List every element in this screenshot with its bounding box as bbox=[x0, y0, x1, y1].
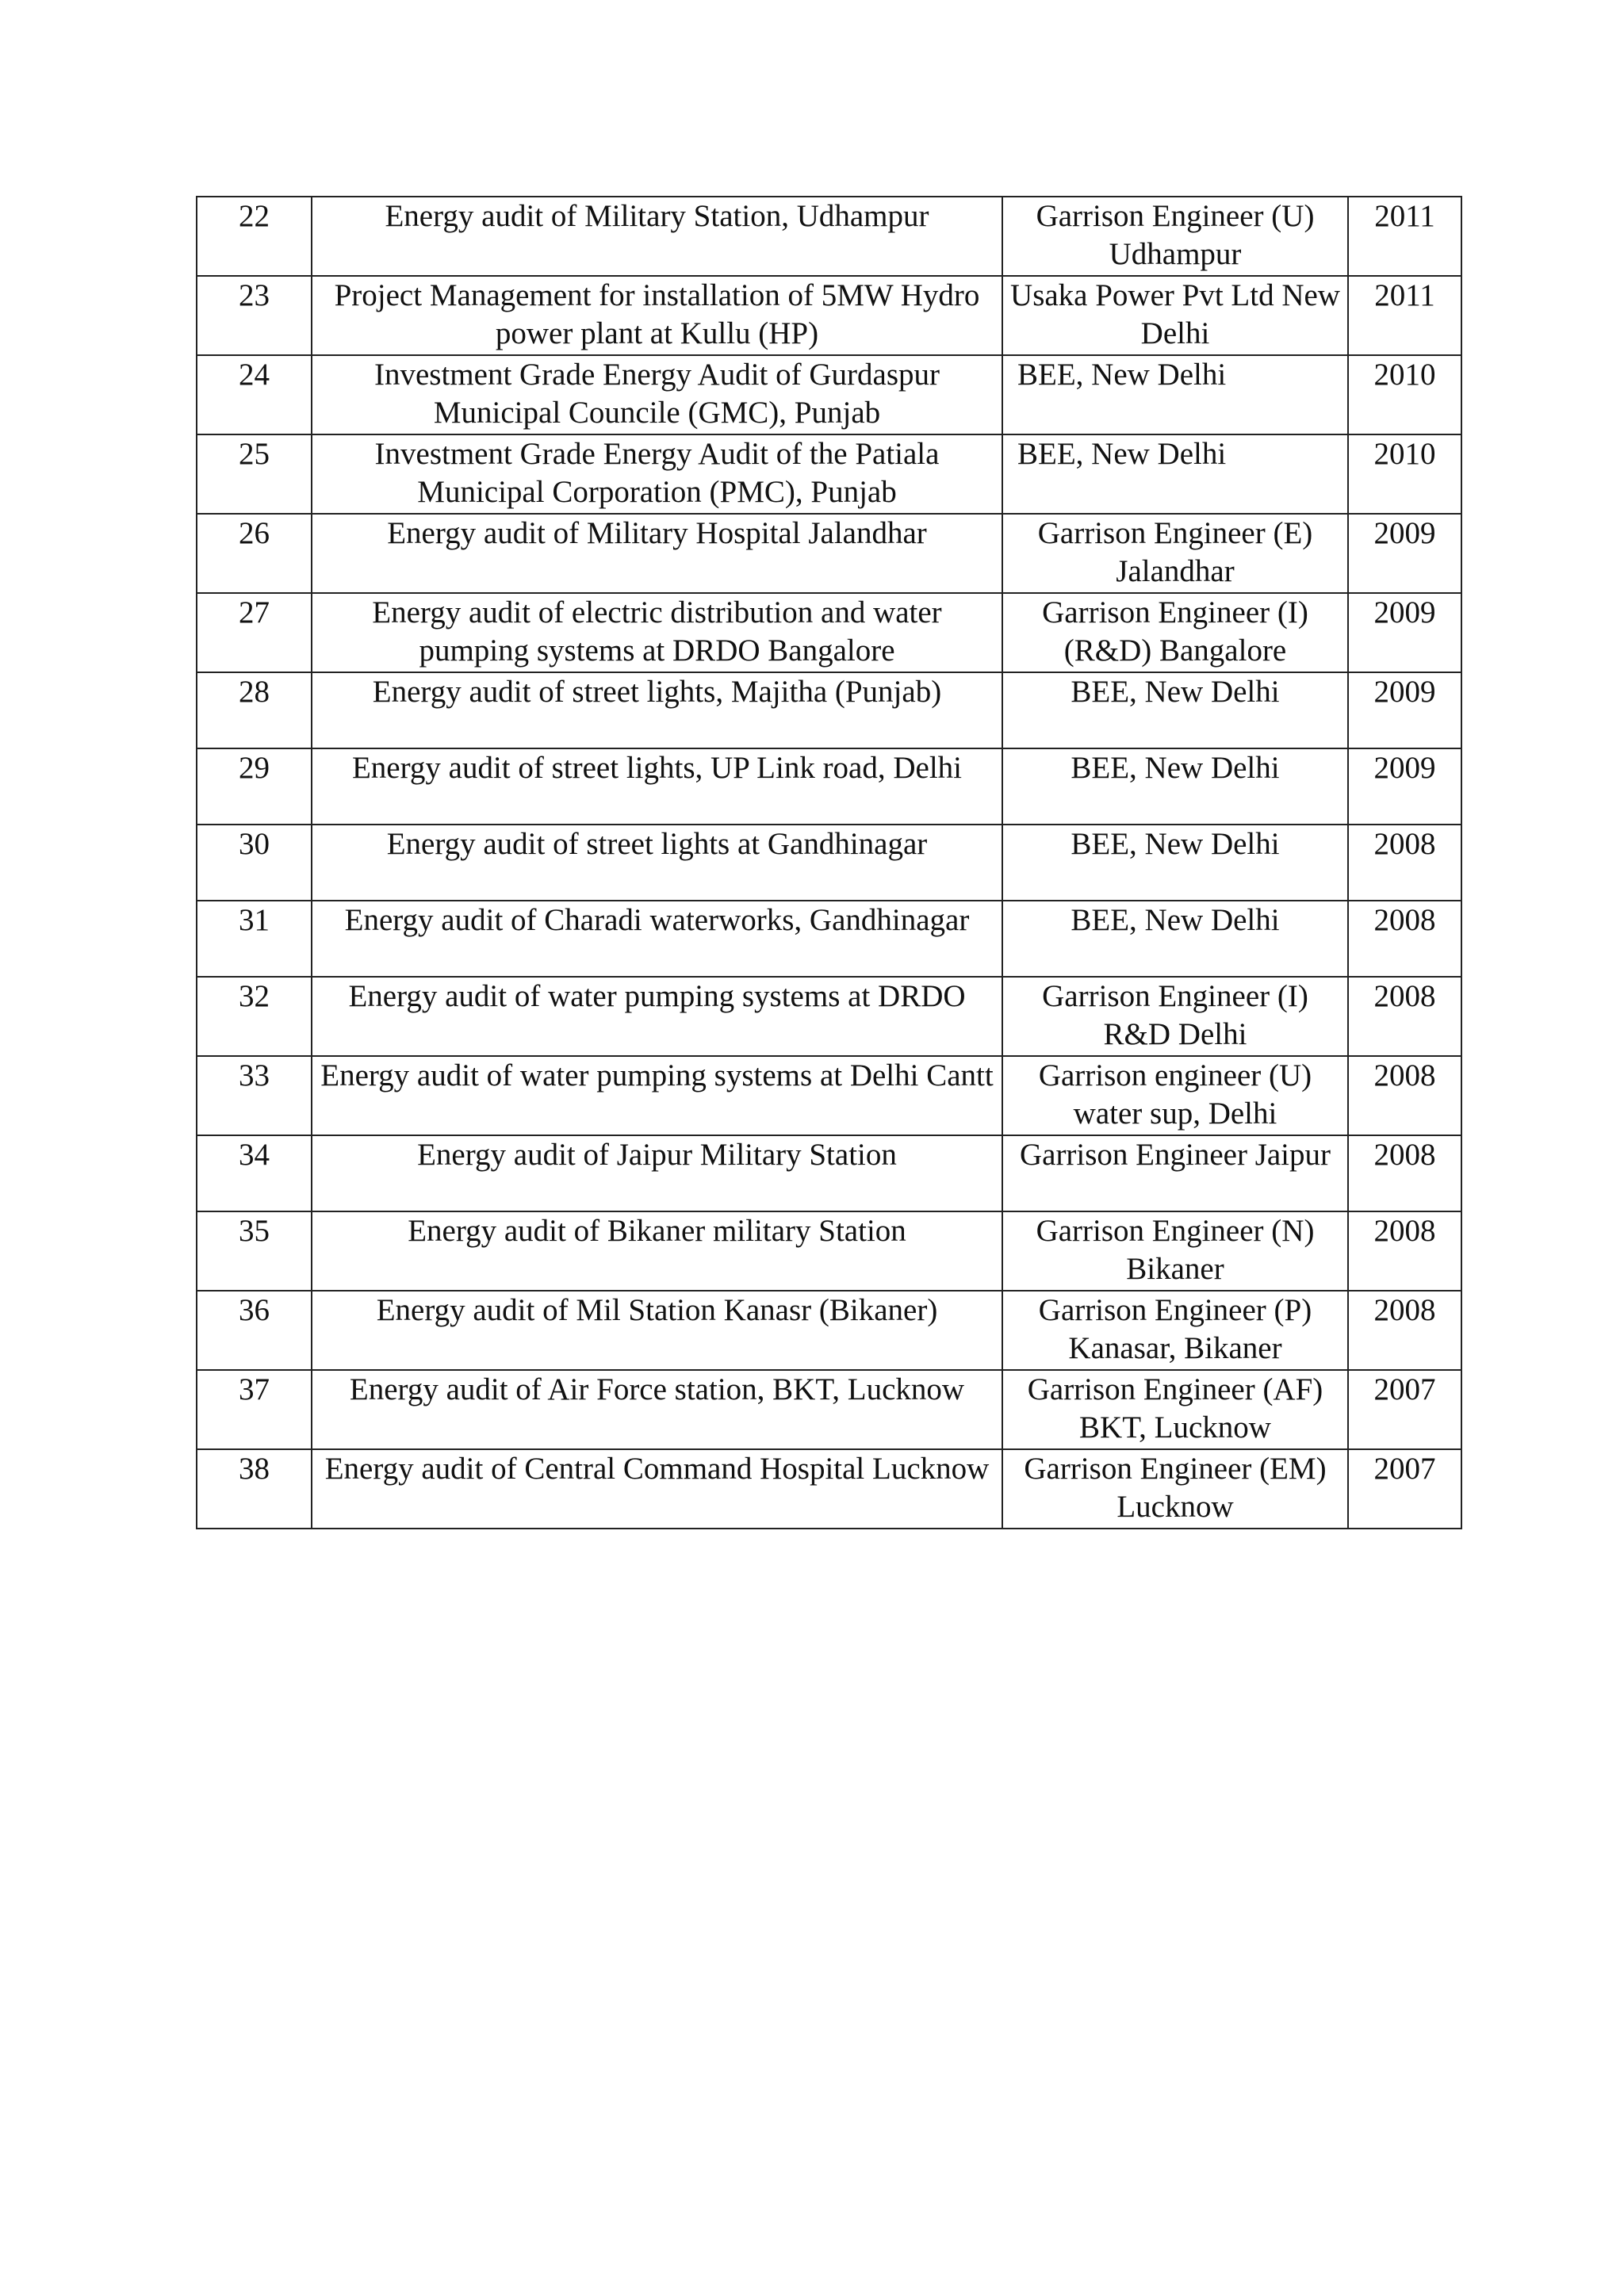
table-row bbox=[197, 593, 1461, 672]
serial-number-cell: 34 bbox=[197, 1135, 312, 1211]
client-cell: Garrison Engineer (E) Jalandhar bbox=[1002, 514, 1348, 593]
client-cell: Garrison Engineer (I) R&D Delhi bbox=[1002, 977, 1348, 1056]
year-cell: 2011 bbox=[1348, 276, 1461, 355]
year-cell: 2008 bbox=[1348, 1211, 1461, 1291]
client-cell: BEE, New Delhi bbox=[1002, 355, 1348, 434]
client-cell: BEE, New Delhi bbox=[1002, 434, 1348, 514]
serial-number-cell: 25 bbox=[197, 434, 312, 514]
client-cell: BEE, New Delhi bbox=[1002, 672, 1348, 748]
year-cell: 2008 bbox=[1348, 1056, 1461, 1135]
table-row bbox=[197, 434, 1461, 514]
client-cell: Garrison engineer (U) water sup, Delhi bbox=[1002, 1056, 1348, 1135]
client-cell: Garrison Engineer (AF) BKT, Lucknow bbox=[1002, 1370, 1348, 1449]
project-description-cell: Energy audit of street lights, Majitha (Punjab) bbox=[312, 672, 1002, 748]
client-cell: Garrison Engineer (U) Udhampur bbox=[1002, 197, 1348, 276]
year-cell: 2008 bbox=[1348, 1135, 1461, 1211]
table-row bbox=[197, 977, 1461, 1056]
table-row bbox=[197, 1135, 1461, 1211]
client-cell: BEE, New Delhi bbox=[1002, 825, 1348, 901]
client-cell: Garrison Engineer (EM) Lucknow bbox=[1002, 1449, 1348, 1529]
projects-table-body bbox=[197, 197, 1461, 1529]
project-description-cell: Energy audit of street lights at Gandhinagar bbox=[312, 825, 1002, 901]
serial-number-cell: 37 bbox=[197, 1370, 312, 1449]
project-description-cell: Investment Grade Energy Audit of the Patiala Municipal Corporation (PMC), Punjab bbox=[312, 434, 1002, 514]
year-cell: 2009 bbox=[1348, 672, 1461, 748]
table-row bbox=[197, 1370, 1461, 1449]
project-description-cell: Investment Grade Energy Audit of Gurdaspur Municipal Councile (GMC), Punjab bbox=[312, 355, 1002, 434]
year-cell: 2009 bbox=[1348, 748, 1461, 825]
project-description-cell: Energy audit of street lights, UP Link road, Delhi bbox=[312, 748, 1002, 825]
serial-number-cell: 30 bbox=[197, 825, 312, 901]
project-description-cell: Energy audit of Military Hospital Jalandhar bbox=[312, 514, 1002, 593]
client-cell: BEE, New Delhi bbox=[1002, 748, 1348, 825]
serial-number-cell: 31 bbox=[197, 901, 312, 977]
table-row bbox=[197, 514, 1461, 593]
project-description-cell: Energy audit of Mil Station Kanasr (Bikaner) bbox=[312, 1291, 1002, 1370]
serial-number-cell: 24 bbox=[197, 355, 312, 434]
table-row bbox=[197, 901, 1461, 977]
project-description-cell: Energy audit of Air Force station, BKT, Lucknow bbox=[312, 1370, 1002, 1449]
serial-number-cell: 26 bbox=[197, 514, 312, 593]
table-row bbox=[197, 672, 1461, 748]
year-cell: 2008 bbox=[1348, 901, 1461, 977]
serial-number-cell: 38 bbox=[197, 1449, 312, 1529]
client-cell: Garrison Engineer (P) Kanasar, Bikaner bbox=[1002, 1291, 1348, 1370]
client-cell: BEE, New Delhi bbox=[1002, 901, 1348, 977]
year-cell: 2007 bbox=[1348, 1449, 1461, 1529]
serial-number-cell: 35 bbox=[197, 1211, 312, 1291]
year-cell: 2011 bbox=[1348, 197, 1461, 276]
serial-number-cell: 22 bbox=[197, 197, 312, 276]
client-cell: Usaka Power Pvt Ltd New Delhi bbox=[1002, 276, 1348, 355]
table-row bbox=[197, 1056, 1461, 1135]
serial-number-cell: 28 bbox=[197, 672, 312, 748]
project-description-cell: Energy audit of Charadi waterworks, Gandhinagar bbox=[312, 901, 1002, 977]
year-cell: 2007 bbox=[1348, 1370, 1461, 1449]
table-row bbox=[197, 355, 1461, 434]
serial-number-cell: 29 bbox=[197, 748, 312, 825]
client-cell: Garrison Engineer (N) Bikaner bbox=[1002, 1211, 1348, 1291]
serial-number-cell: 33 bbox=[197, 1056, 312, 1135]
table-row bbox=[197, 825, 1461, 901]
table-row bbox=[197, 1449, 1461, 1529]
table-row bbox=[197, 1211, 1461, 1291]
project-description-cell: Energy audit of Jaipur Military Station bbox=[312, 1135, 1002, 1211]
project-description-cell: Energy audit of electric distribution and water pumping systems at DRDO Bangalore bbox=[312, 593, 1002, 672]
table-row bbox=[197, 276, 1461, 355]
table-row bbox=[197, 1291, 1461, 1370]
year-cell: 2010 bbox=[1348, 434, 1461, 514]
year-cell: 2008 bbox=[1348, 1291, 1461, 1370]
year-cell: 2010 bbox=[1348, 355, 1461, 434]
year-cell: 2009 bbox=[1348, 593, 1461, 672]
serial-number-cell: 23 bbox=[197, 276, 312, 355]
serial-number-cell: 36 bbox=[197, 1291, 312, 1370]
table-row bbox=[197, 197, 1461, 276]
project-description-cell: Energy audit of water pumping systems at Delhi Cantt bbox=[312, 1056, 1002, 1135]
project-description-cell: Energy audit of water pumping systems at DRDO bbox=[312, 977, 1002, 1056]
table-row bbox=[197, 748, 1461, 825]
serial-number-cell: 27 bbox=[197, 593, 312, 672]
project-description-cell: Energy audit of Central Command Hospital Lucknow bbox=[312, 1449, 1002, 1529]
project-description-cell: Energy audit of Bikaner military Station bbox=[312, 1211, 1002, 1291]
client-cell: Garrison Engineer (I) (R&D) Bangalore bbox=[1002, 593, 1348, 672]
project-description-cell: Energy audit of Military Station, Udhampur bbox=[312, 197, 1002, 276]
year-cell: 2009 bbox=[1348, 514, 1461, 593]
year-cell: 2008 bbox=[1348, 825, 1461, 901]
projects-table bbox=[196, 196, 1462, 1529]
serial-number-cell: 32 bbox=[197, 977, 312, 1056]
client-cell: Garrison Engineer Jaipur bbox=[1002, 1135, 1348, 1211]
year-cell: 2008 bbox=[1348, 977, 1461, 1056]
project-description-cell: Project Management for installation of 5MW Hydro power plant at Kullu (HP) bbox=[312, 276, 1002, 355]
